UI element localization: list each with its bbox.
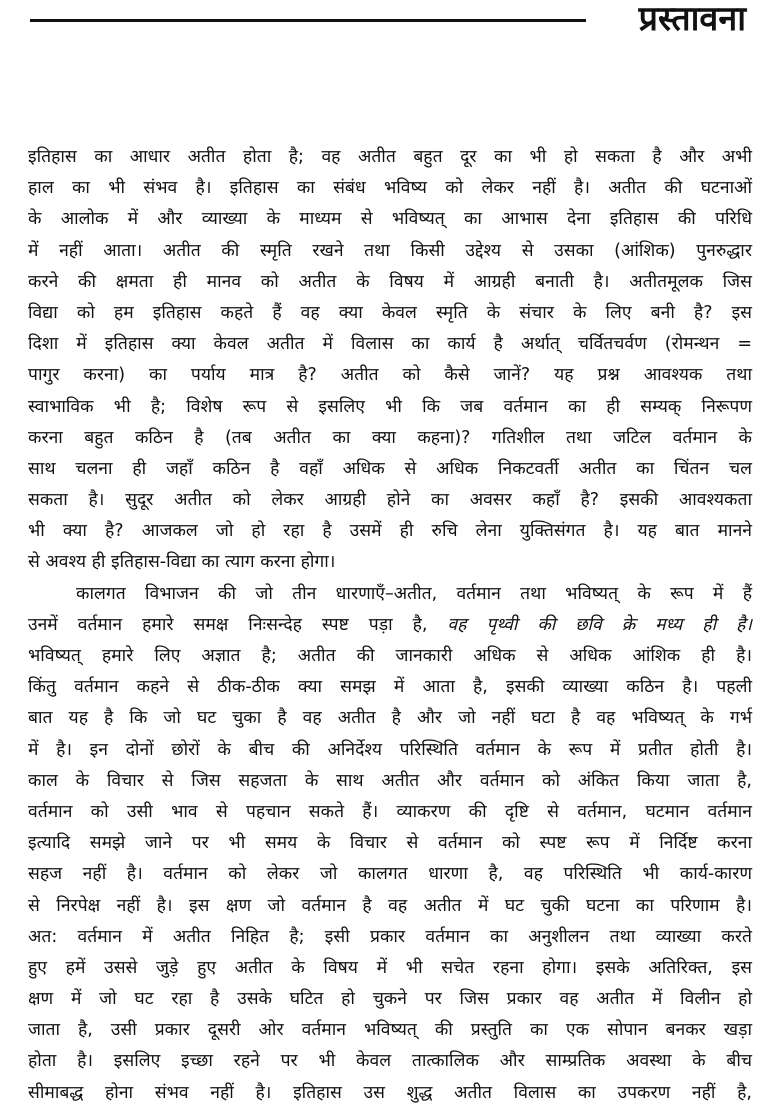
text-line xyxy=(28,173,752,204)
text-line xyxy=(28,766,752,797)
text-line xyxy=(28,922,752,953)
line-text: किंतु वर्तमान कहने से ठीक-ठीक क्या समझ में आता है, इसकी व्याख्या कठिन है। पहली xyxy=(28,677,752,698)
text-line xyxy=(28,236,752,267)
text-line xyxy=(28,298,752,329)
line-text: जाता है, उसी प्रकार दूसरी ओर वर्तमान भविष्यत् की प्रस्तुति का एक सोपान बनकर खड़ा xyxy=(28,1020,752,1041)
line-text: अत: वर्तमान में अतीत निहित है; इसी प्रकार वर्तमान का अनुशीलन तथा व्याख्या करते xyxy=(28,926,752,947)
line-text: साथ चलना ही जहाँ कठिन है वहाँ अधिक से अधिक निकटवर्ती अतीत का चिंतन चल xyxy=(28,458,752,479)
text-line xyxy=(28,703,752,734)
text-line xyxy=(28,267,752,298)
line-text: भी क्या है? आजकल जो हो रहा है उसमें ही रुचि लेना युक्तिसंगत है। यह बात मानने xyxy=(28,521,752,542)
line-text: स्वाभाविक भी है; विशेष रूप से इसलिए भी कि जब वर्तमान का ही सम्यक् निरूपण xyxy=(28,396,752,417)
line-text: इत्यादि समझे जाने पर भी समय के विचार से वर्तमान को स्पष्ट रूप में निर्दिष्ट करना xyxy=(28,833,752,854)
text-line xyxy=(28,204,752,235)
paragraph-2 xyxy=(28,579,752,1109)
text-line xyxy=(28,142,752,173)
line-text: विद्या को हम इतिहास कहते हैं वह क्या केवल स्मृति के संचार के लिए बनी है? इस xyxy=(28,302,752,323)
line-text: करने की क्षमता ही मानव को अतीत के विषय में आग्रही बनाती है। अतीतमूलक जिस xyxy=(28,271,752,292)
line-text: पागुर करना) का पर्याय मात्र है? अतीत को कैसे जानें? यह प्रश्न आवश्यक तथा xyxy=(28,365,752,386)
text-line xyxy=(28,547,752,578)
text-line xyxy=(28,610,752,641)
text-line xyxy=(28,1015,752,1046)
line-text: करना बहुत कठिन है (तब अतीत का क्या कहना)? गतिशील तथा जटिल वर्तमान के xyxy=(28,427,752,448)
line-text: काल के विचार से जिस सहजता के साथ अतीत और वर्तमान को अंकित किया जाता है, xyxy=(28,770,752,791)
text-line xyxy=(28,392,752,423)
line-text: इतिहास का आधार अतीत होता है; वह अतीत बहुत दूर का भी हो सकता है और अभी xyxy=(28,147,752,167)
text-line xyxy=(28,828,752,859)
italic-quote: वह पृथ्वी की छवि क्रे मध्य ही है। xyxy=(447,614,752,635)
text-line xyxy=(28,891,752,922)
text-line xyxy=(28,485,752,516)
text-line xyxy=(28,984,752,1015)
line-text: उनमें वर्तमान हमारे समक्ष निःसन्देह स्पष्ट पड़ा है, xyxy=(28,614,428,635)
line-text: में है। इन दोनों छोरों के बीच की अनिर्देश्य परिस्थिति वर्तमान के रूप में प्रतीत होती है। xyxy=(28,739,752,760)
line-text: होता है। इसलिए इच्छा रहने पर भी केवल तात्कालिक और साम्प्रतिक अवस्था के बीच xyxy=(28,1051,752,1072)
line-text: सीमाबद्ध होना संभव नहीं है। इतिहास उस शुद्ध अतीत विलास का उपकरण नहीं है, xyxy=(28,1082,752,1103)
line-text: दिशा में इतिहास क्या केवल अतीत में विलास का कार्य है अर्थात् चर्वितचर्वण (रोमन्थन = xyxy=(28,334,752,355)
line-text: भविष्यत् हमारे लिए अज्ञात है; अतीत की जानकारी अधिक से अधिक आंशिक ही है। xyxy=(28,646,752,666)
text-line xyxy=(28,360,752,391)
line-text: क्षण में जो घट रहा है उसके घटित हो चुकने पर जिस प्रकार वह अतीत में विलीन हो xyxy=(28,989,752,1010)
line-text: हाल का भी संभव है। इतिहास का संबंध भविष्य को लेकर नहीं है। अतीत की घटनाओं xyxy=(28,178,752,199)
line-text: सहज नहीं है। वर्तमान को लेकर जो कालगत धारणा है, वह परिस्थिति भी कार्य-कारण xyxy=(28,864,752,885)
text-line xyxy=(28,735,752,766)
line-text: सकता है। सुदूर अतीत को लेकर आग्रही होने का अवसर कहाँ है? इसकी आवश्यकता xyxy=(28,490,752,511)
line-text: हुए हमें उससे जुड़े हुए अतीत के विषय में भी सचेत रहना होगा। इसके अतिरिक्त, इस xyxy=(28,957,752,978)
text-line xyxy=(28,1078,752,1109)
text-line xyxy=(28,859,752,890)
text-line xyxy=(28,641,752,672)
line-text: के आलोक में और व्याख्या के माध्यम से भविष्यत् का आभास देना इतिहास की परिधि xyxy=(28,209,752,230)
line-text: कालगत विभाजन की जो तीन धारणाएँ–अतीत, वर्तमान तथा भविष्यत् के रूप में हैं xyxy=(76,583,752,604)
text-line xyxy=(28,579,752,610)
line-text: से निरपेक्ष नहीं है। इस क्षण जो वर्तमान है वह अतीत में घट चुकी घटना का परिणाम है। xyxy=(28,895,752,916)
text-line xyxy=(28,797,752,828)
page-title: प्रस्तावना xyxy=(638,0,746,39)
text-line xyxy=(28,454,752,485)
body-text xyxy=(28,142,752,1109)
line-text: से अवश्य ही इतिहास-विद्या का त्याग करना होगा। xyxy=(28,552,336,573)
paragraph-1 xyxy=(28,142,752,579)
line-text: वर्तमान को उसी भाव से पहचान सकते हैं। व्याकरण की दृष्टि से वर्तमान, घटमान वर्तमान xyxy=(28,801,752,822)
text-line xyxy=(28,516,752,547)
line-text: बात यह है कि जो घट चुका है वह अतीत है और जो नहीं घटा है वह भविष्यत् के गर्भ xyxy=(28,708,752,729)
text-line xyxy=(28,953,752,984)
text-line xyxy=(28,1046,752,1077)
text-line xyxy=(28,672,752,703)
text-line xyxy=(28,423,752,454)
header-rule xyxy=(30,19,586,22)
text-line xyxy=(28,329,752,360)
line-text: में नहीं आता। अतीत की स्मृति रखने तथा किसी उद्देश्य से उसका (आंशिक) पुनरुद्धार xyxy=(28,240,752,261)
